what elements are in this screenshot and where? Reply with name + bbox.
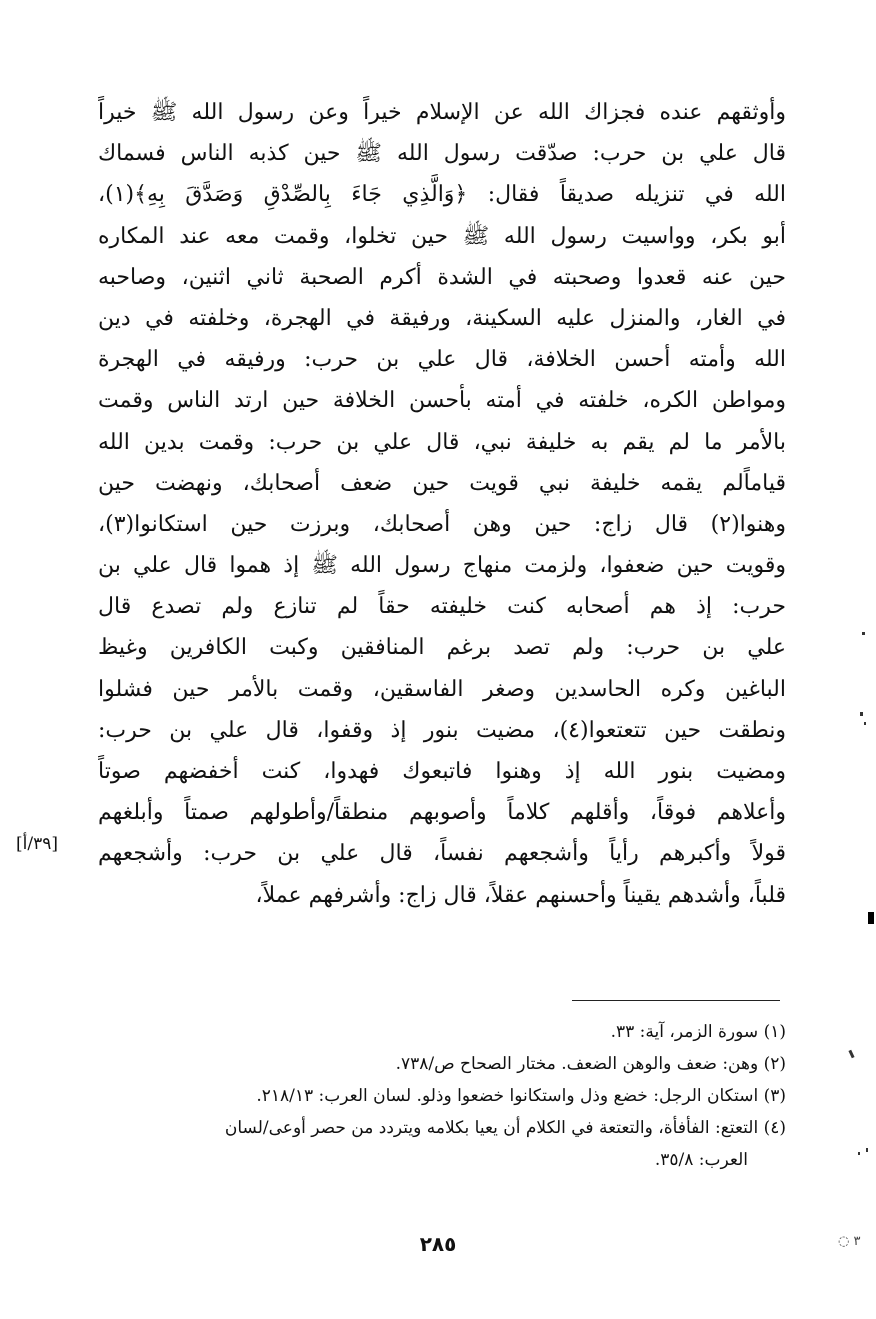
text-line: وأوثقهم عنده فجزاك الله عن الإسلام خيراً وعن رسول الله ﷺ خيراً (98, 100, 786, 125)
footnote-4: (٤) التعتع: الفأفأة، والتعتعة في الكلام أن يعيا بكلامه ويتردد من حصر أوعى/لسان (224, 1118, 786, 1138)
text-line: في الغار، والمنزل عليه السكينة، ورفيقة في الهجرة، وخلفته في دين (98, 305, 786, 331)
text-line: ومواطن الكره، خلفته في أمته بأحسن الخلافة حين ارتد الناس وقمت (98, 388, 786, 414)
footnote-divider (572, 1000, 780, 1001)
edge-mark: ٣ ◌ (838, 1234, 861, 1249)
scan-speck (868, 912, 874, 924)
text-line: وقويت حين ضعفوا، ولزمت منهاج رسول الله ﷺ إذ هموا قال علي بن (98, 553, 786, 579)
footnote-3: (٣) استكان الرجل: خضع وذل واستكانوا خضعوا وذلو. لسان العرب: ٢١٨/١٣. (256, 1086, 786, 1106)
page-number: ٢٨٥ (419, 1232, 457, 1256)
text-line: ومضيت بنور الله إذ وهنوا فاتبعوك فهدوا، كنت أخفضهم صوتاً (98, 759, 786, 784)
scan-speck (860, 712, 863, 716)
text-line: قياماًلم يقمه خليفة نبي قويت حين ضعف أصحابك، ونهضت حين (98, 470, 786, 496)
text-line: ونطقت حين تتعتعوا(٤)، مضيت بنور إذ وقفوا، قال علي بن حرب: (98, 717, 786, 743)
text-line: حرب: إذ هم أصحابه كنت خليفته حقاً لم تنازع ولم تصدع قال (98, 594, 786, 620)
text-line: أبو بكر، وواسيت رسول الله ﷺ حين تخلوا، وقمت معه عند المكاره (98, 223, 786, 249)
text-line: الباغين وكره الحاسدين وصغر الفاسقين، وقمت بالأمر حين فشلوا (98, 676, 786, 702)
text-line: قولاً وأكبرهم رأياً وأشجعهم نفساً، قال علي بن حرب: وأشجعهم (98, 841, 786, 867)
footnotes (98, 1016, 786, 1176)
footnote-4-continuation: العرب: ٣٥/٨. (654, 1150, 748, 1170)
scan-speck (864, 722, 866, 725)
text-line: الله وأمته أحسن الخلافة، قال علي بن حرب: ورفيقه في الهجرة (98, 347, 786, 373)
scan-speck (862, 632, 865, 635)
scan-speck (848, 1050, 854, 1059)
text-line: الله في تنزيله صديقاً فقال: ﴿وَالَّذِي جَاءَ بِالصِّدْقِ وَصَدَّقَ بِهِ﴾(١)، (98, 182, 786, 208)
manuscript-folio-marker: [٣٩/أ] (16, 834, 58, 854)
text-line: حين عنه قعدوا وصحبته في الشدة أكرم الصحبة ثاني اثنين، وصاحبه (98, 264, 786, 290)
scan-speck (858, 1152, 860, 1155)
scan-speck (866, 1148, 868, 1152)
text-line: قلباً، وأشدهم يقيناً وأحسنهم عقلاً، قال زاج: وأشرفهم عملاً، (255, 882, 786, 908)
text-line: قال علي بن حرب: صدّقت رسول الله ﷺ حين كذبه الناس فسماك (98, 141, 786, 167)
main-text (98, 92, 786, 916)
text-line: وأعلاهم فوقاً، وأقلهم كلاماً وأصوبهم منطقاً/وأطولهم صمتاً وأبلغهم (98, 800, 786, 826)
text-line: علي بن حرب: ولم تصد برغم المنافقين وكبت الكافرين وغيظ (98, 635, 786, 661)
footnote-1: (١) سورة الزمر، آية: ٣٣. (610, 1022, 786, 1042)
footnote-2: (٢) وهن: ضعف والوهن الضعف. مختار الصحاح ص/٧٣٨. (395, 1054, 786, 1074)
text-line: وهنوا(٢) قال زاج: حين وهن أصحابك، وبرزت حين استكانوا(٣)، (98, 511, 786, 537)
text-line: بالأمر ما لم يقم به خليفة نبي، قال علي بن حرب: وقمت بدين الله (98, 429, 786, 455)
